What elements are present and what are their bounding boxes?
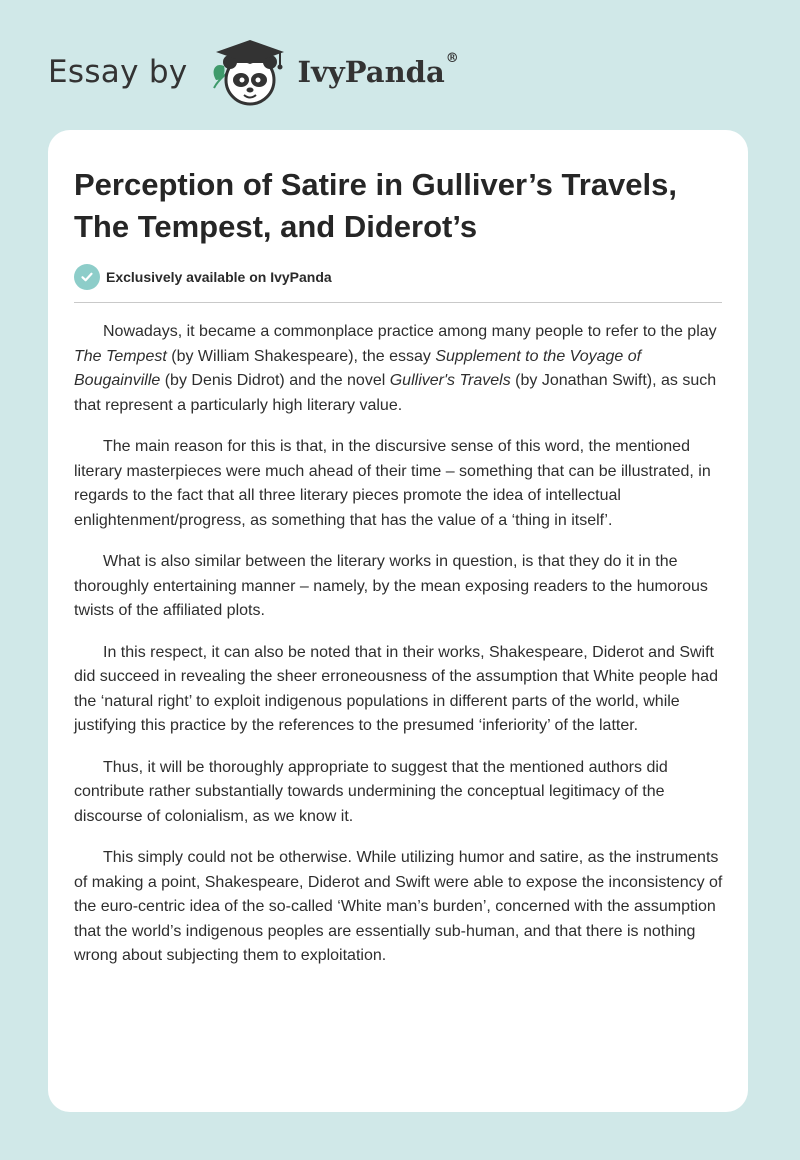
- italic-title: Supplement to the Voyage of Bougainville: [74, 347, 642, 389]
- registered-mark: ®: [445, 51, 459, 66]
- panda-graduate-icon: [202, 36, 292, 108]
- essay-paragraph: [74, 435, 724, 533]
- divider: [74, 302, 722, 303]
- paragraph-text: Thus, it will be thoroughly appropriate to suggest that the mentioned authors did contribute rather substantially towards undermining the conceptual legitimacy of the discourse of colonialism, as we know it.: [74, 758, 668, 825]
- italic-title: The Tempest: [74, 347, 167, 365]
- brand-prefix: Essay by: [48, 54, 188, 90]
- italic-title: Gulliver's Travels: [389, 372, 511, 389]
- site-header-brand[interactable]: [48, 36, 459, 108]
- essay-paragraph: [74, 320, 724, 418]
- paragraph-text: Nowadays, it became a commonplace practice among many people to refer to the play: [103, 323, 717, 340]
- brand-name: IvyPanda®: [297, 51, 459, 89]
- essay-paragraph: [74, 641, 724, 739]
- paragraph-text: The main reason for this is that, in the discursive sense of this word, the mentioned literary masterpieces were much ahead of their time – something that can be illustrated, in regards to the fact that all three literary pieces promote the idea of intellectual enlightenment/progress, as something that has the value of a ‘thing in itself’.: [74, 438, 711, 529]
- essay-paragraph: [74, 846, 724, 969]
- essay-card: [48, 130, 748, 1112]
- paragraph-text: (by William Shakespeare), the essay: [166, 347, 436, 365]
- paragraph-text: This simply could not be otherwise. While utilizing humor and satire, as the instruments of making a point, Shakespeare, Diderot and Swift were able to expose the inconsistency of the euro-centric idea of the so-called ‘White man’s burden’, concerned with the assumption that the world’s indigenous peoples are essentially sub-human, and that there is nothing wrong about subjecting them to exploitation.: [74, 849, 723, 964]
- essay-paragraph: [74, 756, 724, 830]
- paragraph-text: (by Jonathan Swift), as such that represent a particularly high literary value.: [74, 372, 717, 414]
- paragraph-text: (by Denis Didrot) and the novel: [160, 372, 390, 389]
- essay-paragraph: [74, 550, 724, 624]
- exclusive-badge: [74, 264, 332, 290]
- exclusive-badge-text: Exclusively available on IvyPanda: [106, 269, 332, 285]
- essay-body: [74, 320, 724, 986]
- paragraph-text: In this respect, it can also be noted that in their works, Shakespeare, Diderot and Swift did succeed in revealing the sheer erroneousness of the assumption that White people had the ‘natural right’ to exploit indigenous populations in different parts of the world, while justifying this practice by the references to the presumed ‘inferiority’ of the latter.: [74, 643, 718, 734]
- check-circle-icon: [74, 264, 100, 290]
- paragraph-text: What is also similar between the literary works in question, is that they do it in the thoroughly entertaining manner – namely, by the mean exposing readers to the humorous twists of the affiliated plots.: [74, 553, 708, 619]
- essay-title: Perception of Satire in Gulliver’s Travels, The Tempest, and Diderot’s: [74, 167, 678, 244]
